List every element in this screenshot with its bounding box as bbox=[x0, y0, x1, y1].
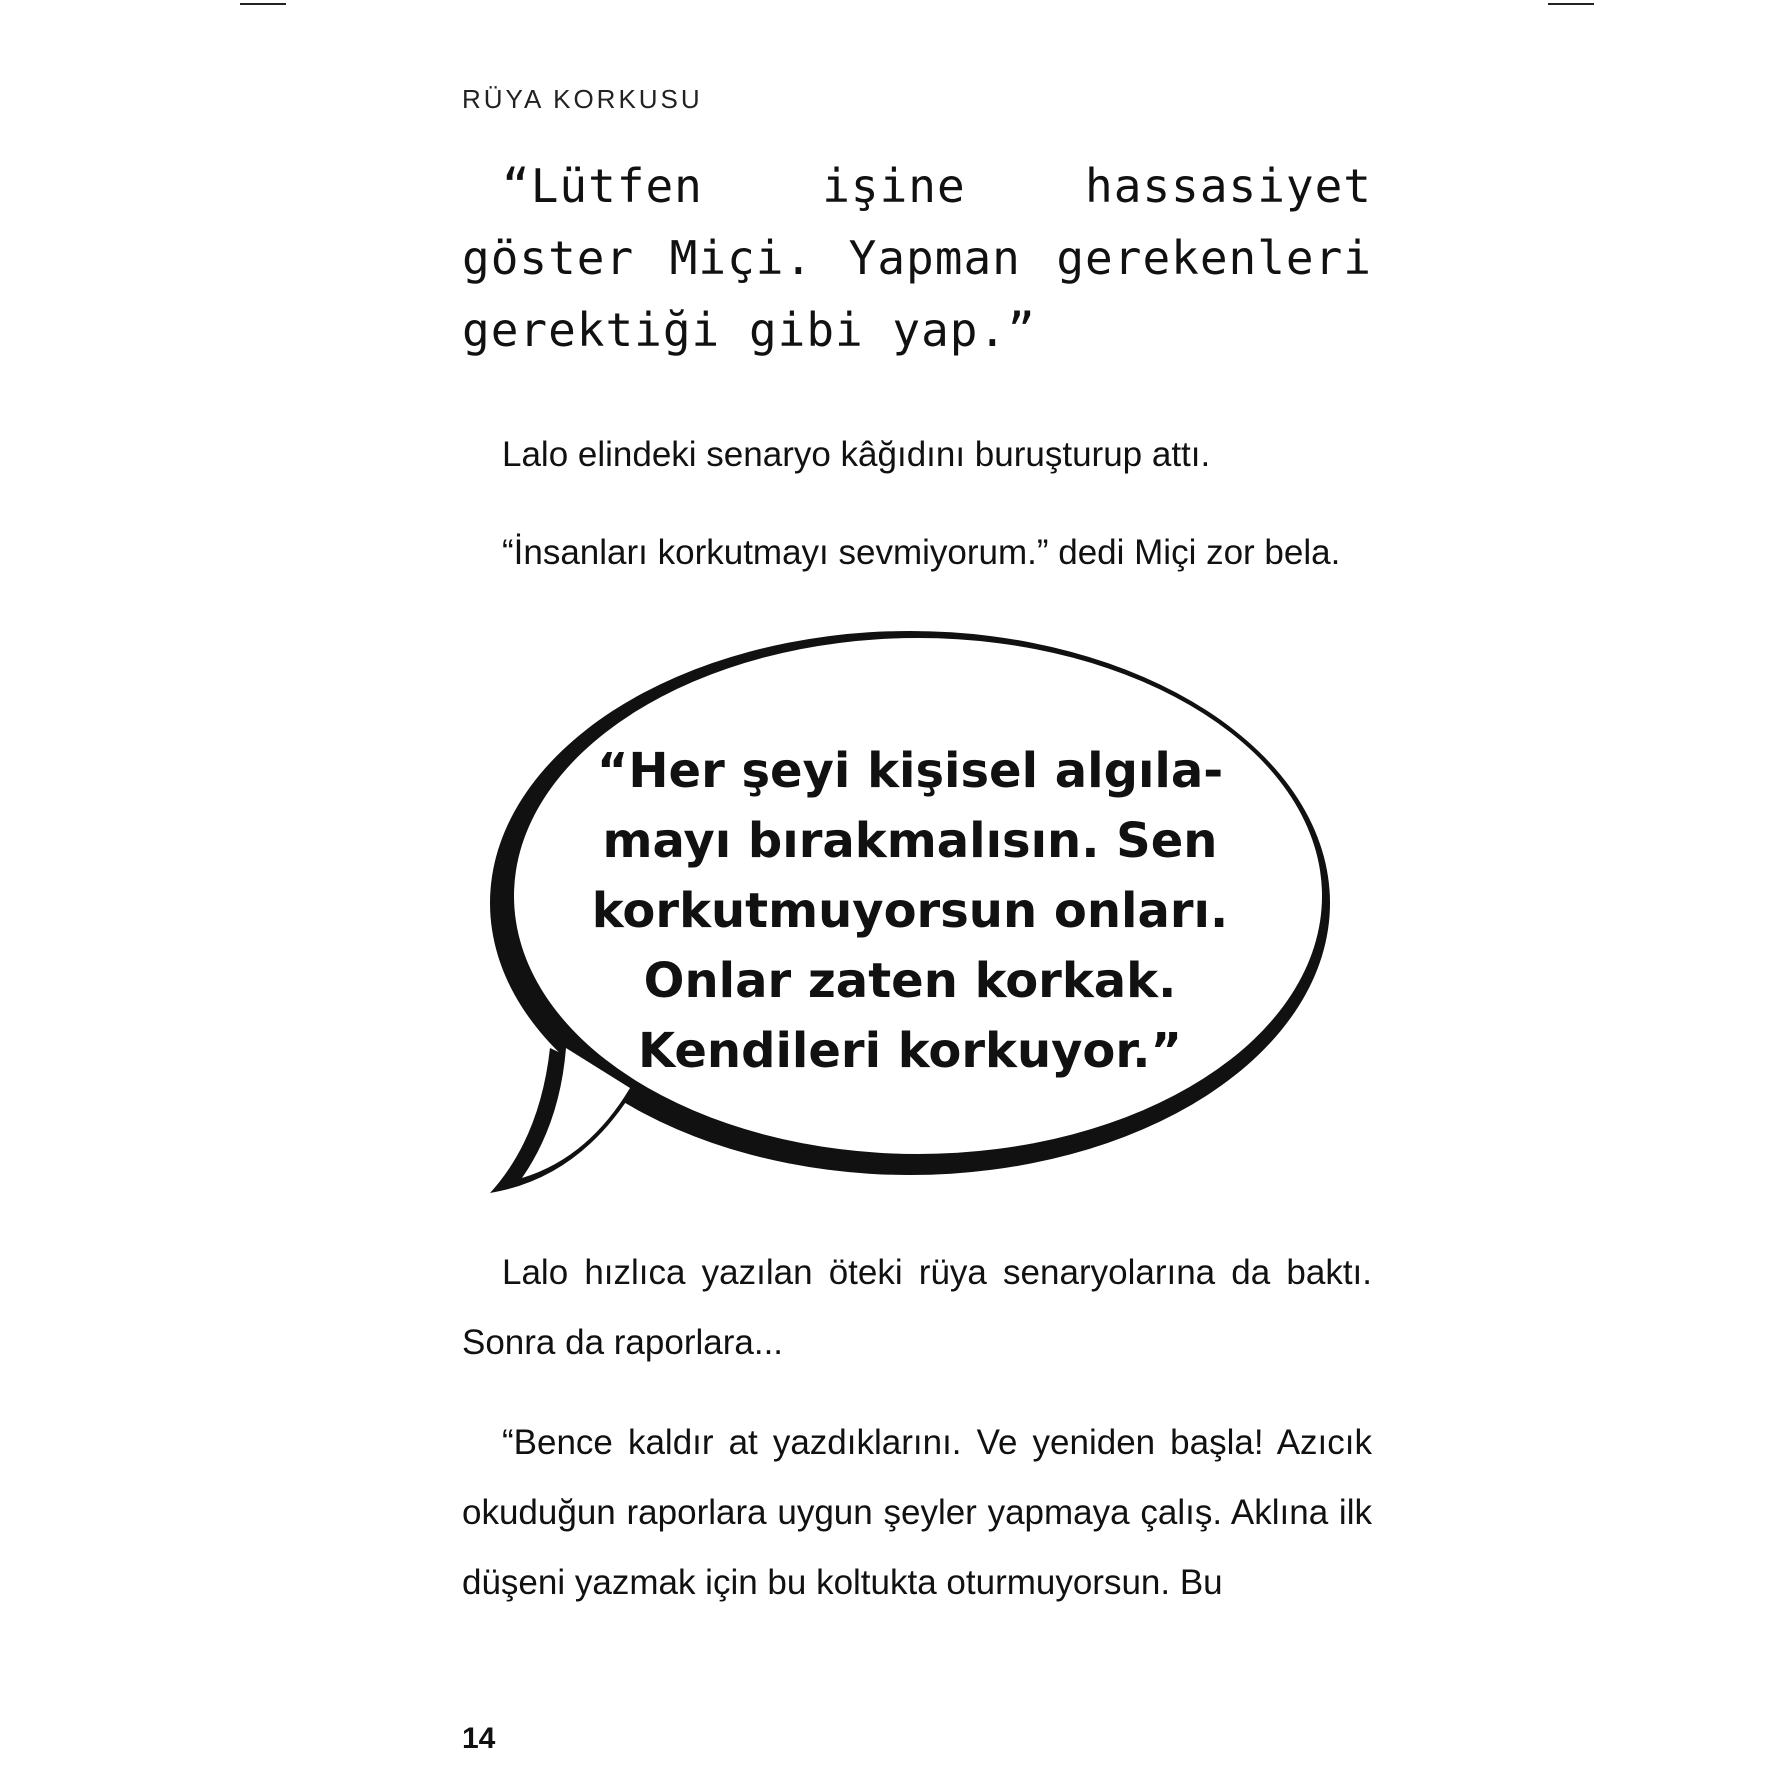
paragraph-handwritten-quote: “Lütfen işine hassasiyet göster Miçi. Yapman gerekenleri gerektiği gibi yap.” bbox=[462, 159, 1372, 357]
paragraph-lalo-advice: “Bence kaldır at yazdıklarını. Ve yeniden başla! Azıcık okuduğun raporlara uygun şeyler yapmaya çalış. Aklına ilk düşeni yazmak için bu koltukta oturmuyorsun. Bu bbox=[462, 1423, 1372, 1602]
running-title: RÜYA KORKUSU bbox=[462, 84, 703, 114]
paragraph-mici-reply: “İnsanları korkutmayı sevmiyorum.” dedi Miçi zor bela. bbox=[502, 533, 1341, 572]
crop-mark-left bbox=[240, 3, 286, 5]
speech-bubble bbox=[470, 618, 1350, 1198]
paragraph-lalo-crumples: Lalo elindeki senaryo kâğıdını buruşturup attı. bbox=[502, 435, 1211, 474]
page-number: 14 bbox=[462, 1722, 496, 1755]
paragraph-lalo-reads: Lalo hızlıca yazılan öteki rüya senaryolarına da baktı. Sonra da raporlara... bbox=[462, 1253, 1372, 1362]
crop-mark-right bbox=[1548, 3, 1594, 5]
speech-bubble-text: “Her şeyi kişisel algılamayı bırakmalısın. Sen korkutmuyorsun onları. Onlar zaten korkak. Kendileri korkuyor.” bbox=[591, 743, 1229, 1079]
